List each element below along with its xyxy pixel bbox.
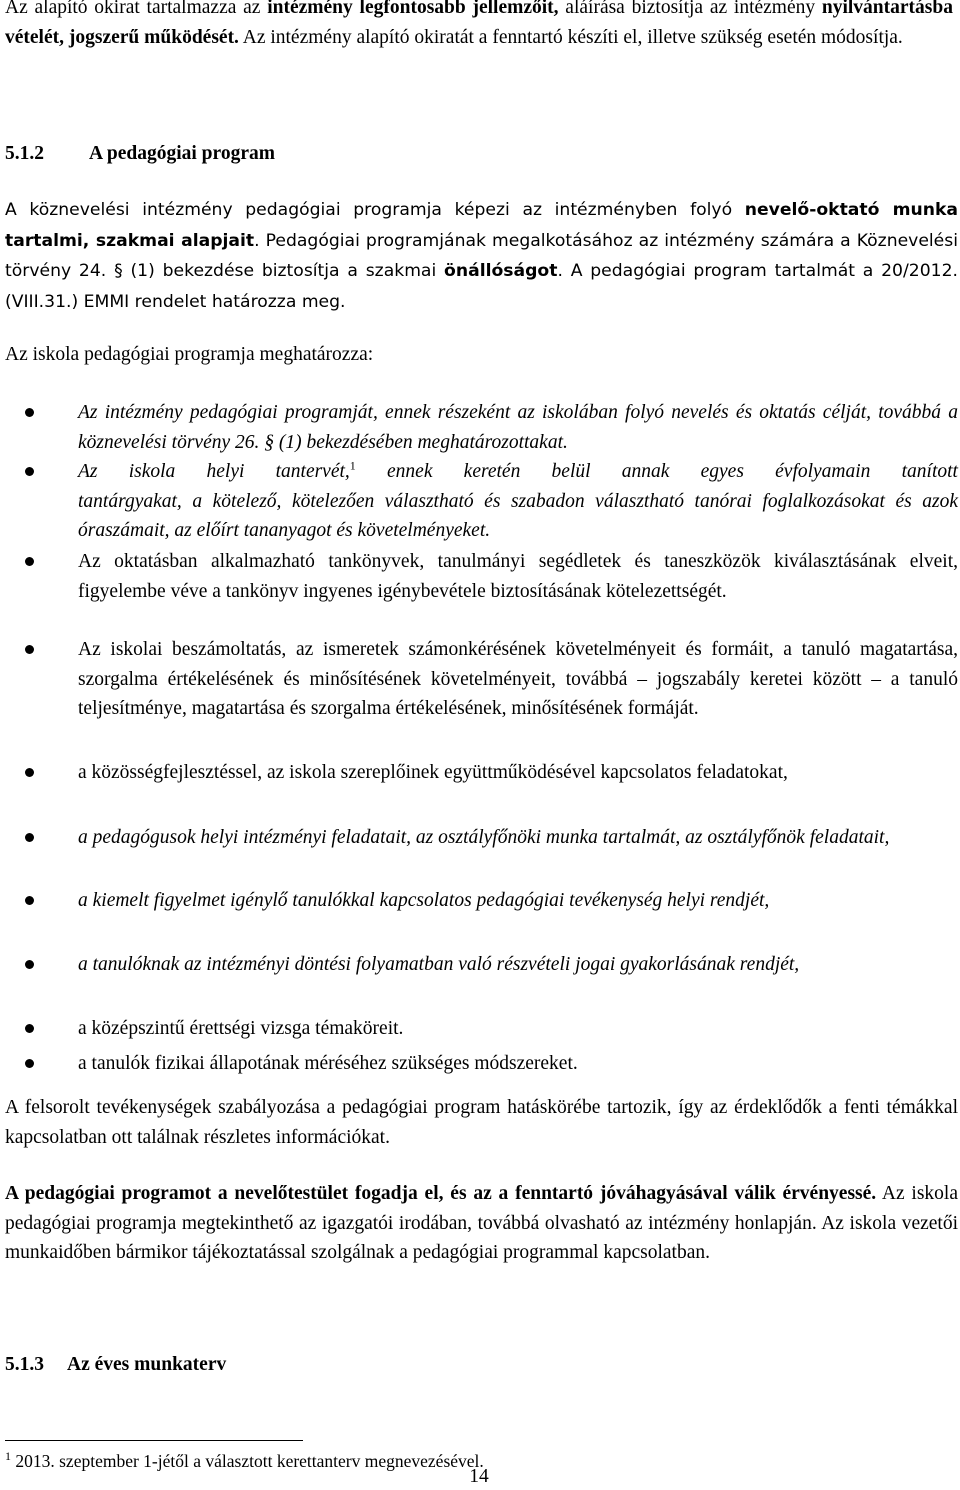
pedagogy-text-3: . A pedagógiai program tartalmát a 20/2012. (VIII.31.) EMMI rendelet határozza meg. bbox=[5, 261, 958, 312]
bullet-icon bbox=[25, 768, 34, 777]
delegation-paragraph bbox=[5, 1093, 958, 1152]
bullet-icon bbox=[25, 960, 34, 969]
pedagogy-text-2: . Pedagógiai programjának megalkotásához az intézmény számára a Köznevelési törvény 24. § (1) bekezdése biztosítja a szakmai bbox=[5, 230, 958, 281]
list-item-text: tantárgyakat, a kötelező, kötelezően választható és szabadon választható tanórai foglalkozásokat és azok óraszámait, az előírt tananyagot és követelményeket. bbox=[78, 490, 958, 541]
list-item-text: a középszintű érettségi vizsga témaköreit. bbox=[78, 1018, 404, 1039]
footnote-text: 2013. szeptember 1-jétől a választott kerettanterv megnevezésével. bbox=[11, 1451, 484, 1471]
list-item-text: a közösségfejlesztéssel, az iskola szereplőinek együttműködésével kapcsolatos feladatokat, bbox=[78, 762, 788, 783]
list-item-text: Az iskolai beszámoltatás, az ismeretek számonkérésének követelményeit és formáit, a tanuló magatartása, szorgalma értékelésének és minősítésének követelményeit, továbbá – jogszabály keretei között – a tanuló teljesítménye, magatartása és szorgalma értékelésének, minősítésének formáját. bbox=[78, 639, 958, 719]
footnote-mark: 1 bbox=[5, 1449, 11, 1464]
pedagogy-paragraph bbox=[5, 195, 958, 317]
bullet-icon bbox=[25, 833, 34, 842]
intro-bold-1: intézmény legfontosabb jellemzőit, bbox=[267, 0, 559, 18]
intro-bold-2: nyilvántartásba vételét, jogszerű működését. bbox=[5, 0, 953, 48]
list-item bbox=[5, 398, 958, 457]
list-item bbox=[5, 950, 958, 1014]
list-item bbox=[5, 547, 958, 635]
list-item-text: a pedagógusok helyi intézményi feladatait, az osztályfőnöki munka tartalmát, az osztályfőnök feladatait, bbox=[78, 827, 890, 848]
footnote-reference[interactable]: 1 bbox=[349, 458, 356, 473]
bullet-icon bbox=[25, 1024, 34, 1033]
bullet-icon bbox=[25, 1059, 34, 1068]
list-item-text: Az oktatásban alkalmazható tankönyvek, tanulmányi segédletek és taneszközök kiválasztásának elveit, figyelembe véve a tankönyv ingyenes igénybevétele biztosításának kötelezettségét. bbox=[78, 551, 958, 602]
list-item-text: a tanulók fizikai állapotának méréséhez szükséges módszereket. bbox=[78, 1053, 578, 1074]
section-heading-512 bbox=[5, 139, 953, 169]
section-heading-513 bbox=[5, 1350, 953, 1380]
list-intro bbox=[5, 340, 953, 370]
list-item bbox=[5, 635, 958, 758]
pedagogy-bold-1: nevelő-oktató munka tartalmi, szakmai alapjait bbox=[5, 200, 958, 251]
bullet-icon bbox=[25, 645, 34, 654]
list-item-text-cont: ennek keretén belül annak egyes évfolyamain tanított bbox=[355, 461, 958, 482]
list-item bbox=[5, 1049, 958, 1084]
bullet-icon bbox=[25, 557, 34, 566]
list-item bbox=[5, 457, 958, 547]
bullet-icon bbox=[25, 408, 34, 417]
bullet-icon bbox=[25, 467, 34, 476]
list-item bbox=[5, 823, 958, 886]
approval-bold: A pedagógiai programot a nevelőtestület fogadja el, és az a fenntartó jóváhagyásával válik érvényessé. bbox=[5, 1183, 877, 1204]
intro-paragraph bbox=[5, 0, 953, 52]
program-contents-list bbox=[5, 398, 958, 1084]
footnote-separator bbox=[5, 1440, 303, 1441]
delegation-text: A felsorolt tevékenységek szabályozása a pedagógiai program hatáskörébe tartozik, így az érdeklődők a fenti témákkal kapcsolatban ott találnak részletes információkat. bbox=[5, 1097, 958, 1148]
section-number: 5.1.3 bbox=[5, 1354, 44, 1375]
list-item-text-start: Az iskola helyi tantervét, bbox=[78, 461, 350, 482]
list-item-text-line1 bbox=[78, 457, 958, 487]
section-title: A pedagógiai program bbox=[89, 143, 275, 164]
approval-text: Az iskola pedagógiai programja megtekinthető az igazgatói irodában, továbbá olvasható az intézmény honlapján. Az iskola vezetői munkaidőben bármikor tájékoztatással szolgálnak a pedagógiai programmal kapcsolatban. bbox=[5, 1183, 958, 1263]
intro-text-2: aláírása biztosítja az intézmény bbox=[558, 0, 822, 18]
list-intro-text: Az iskola pedagógiai programja meghatározza: bbox=[5, 344, 374, 365]
pedagogy-text-1: A köznevelési intézmény pedagógiai programja képezi az intézményben folyó bbox=[5, 200, 745, 220]
bullet-icon bbox=[25, 896, 34, 905]
approval-paragraph bbox=[5, 1179, 958, 1268]
list-item bbox=[5, 758, 958, 823]
list-item bbox=[5, 886, 958, 950]
section-number: 5.1.2 bbox=[5, 143, 44, 164]
intro-text-3: Az intézmény alapító okiratát a fenntartó készíti el, illetve szükség esetén módosítja. bbox=[238, 26, 903, 48]
list-item-text: Az intézmény pedagógiai programját, ennek részeként az iskolában folyó nevelés és oktatás célját, továbbá a köznevelési törvény 26. § (1) bekezdésében meghatározottakat. bbox=[78, 402, 958, 453]
intro-text-1: Az alapító okirat tartalmazza az bbox=[5, 0, 268, 18]
list-item-text: a tanulóknak az intézményi döntési folyamatban való részvételi jogai gyakorlásának rendjét, bbox=[78, 954, 800, 975]
section-title: Az éves munkaterv bbox=[67, 1354, 227, 1375]
list-item bbox=[5, 1014, 958, 1049]
list-item-text: a kiemelt figyelmet igénylő tanulókkal kapcsolatos pedagógiai tevékenység helyi rendjét, bbox=[78, 890, 770, 911]
page-number: 14 bbox=[469, 1466, 489, 1487]
pedagogy-bold-2: önállóságot bbox=[444, 261, 558, 281]
